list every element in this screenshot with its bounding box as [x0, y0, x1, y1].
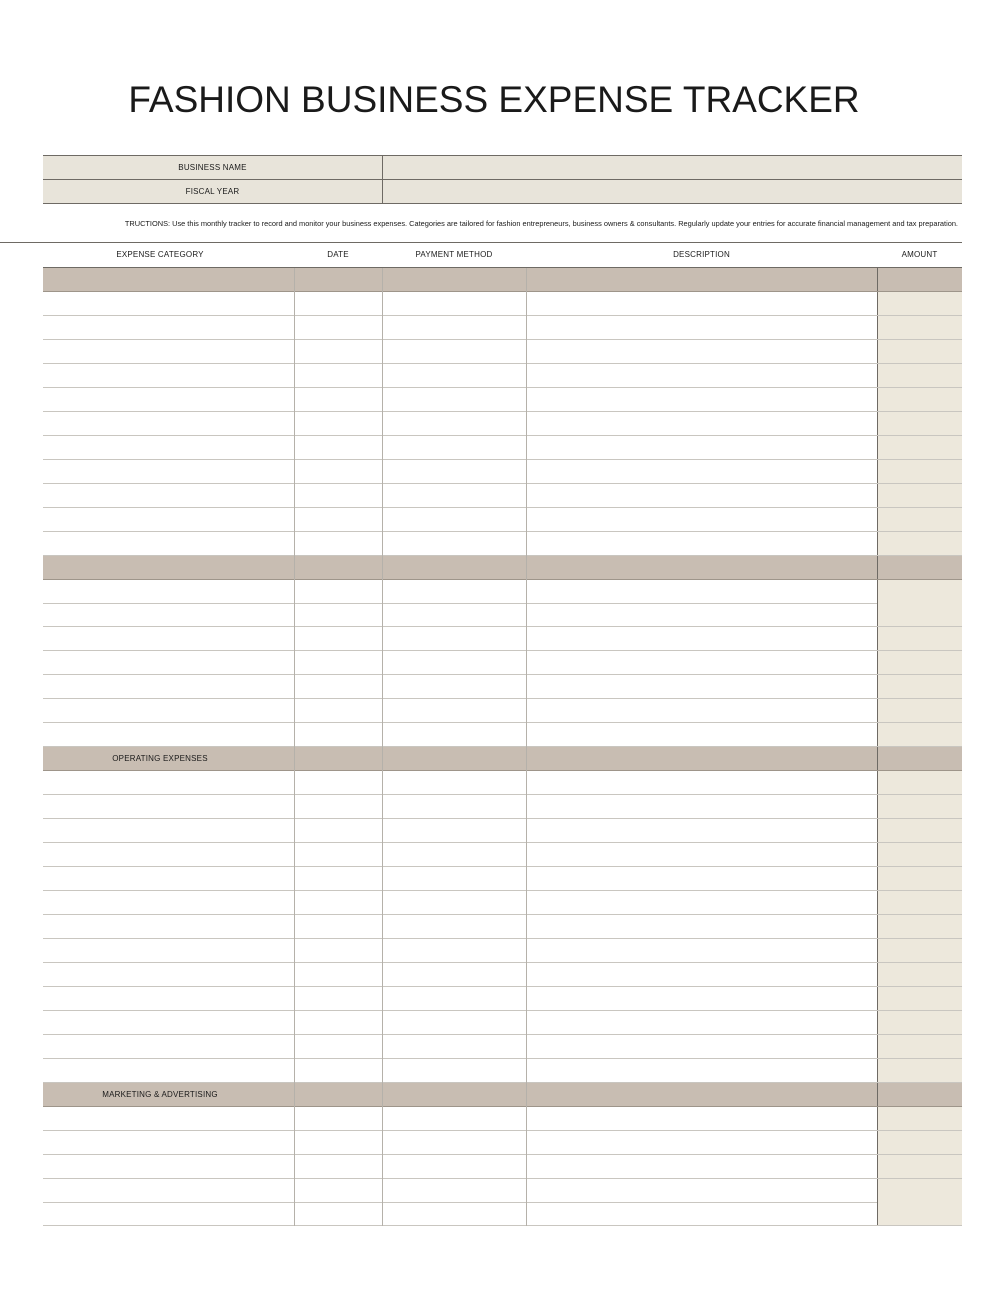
amount-cell[interactable] — [877, 915, 962, 938]
expense-row[interactable] — [43, 1011, 962, 1035]
amount-cell[interactable] — [877, 340, 962, 363]
business-name-label: BUSINESS NAME — [43, 156, 383, 179]
expense-row[interactable] — [43, 436, 962, 460]
category-amount-cell[interactable] — [877, 1083, 962, 1106]
amount-cell[interactable] — [877, 292, 962, 315]
expense-row[interactable] — [43, 1179, 962, 1203]
amount-cell[interactable] — [877, 532, 962, 555]
category-row[interactable] — [43, 1083, 962, 1107]
expense-row[interactable] — [43, 1035, 962, 1059]
expense-row[interactable] — [43, 412, 962, 436]
amount-cell[interactable] — [877, 1035, 962, 1058]
amount-cell[interactable] — [877, 867, 962, 890]
amount-cell[interactable] — [877, 939, 962, 962]
amount-cell[interactable] — [877, 771, 962, 794]
amount-cell[interactable] — [877, 651, 962, 674]
category-row[interactable] — [43, 268, 962, 292]
category-amount-cell[interactable] — [877, 268, 962, 291]
amount-cell[interactable] — [877, 580, 962, 603]
expense-row[interactable] — [43, 723, 962, 747]
expense-row[interactable] — [43, 771, 962, 795]
expense-row[interactable] — [43, 1107, 962, 1131]
expense-row[interactable] — [43, 651, 962, 675]
amount-cell[interactable] — [877, 316, 962, 339]
column-divider — [526, 268, 527, 1226]
amount-cell[interactable] — [877, 388, 962, 411]
amount-cell[interactable] — [877, 1131, 962, 1154]
business-info-table — [43, 155, 962, 204]
amount-cell[interactable] — [877, 484, 962, 507]
expense-row[interactable] — [43, 795, 962, 819]
business-name-row — [43, 156, 962, 180]
expense-row[interactable] — [43, 819, 962, 843]
expense-row[interactable] — [43, 484, 962, 508]
fiscal-year-field[interactable] — [383, 180, 962, 203]
expense-row[interactable] — [43, 1131, 962, 1155]
amount-cell[interactable] — [877, 603, 962, 626]
expense-row[interactable] — [43, 627, 962, 651]
amount-cell[interactable] — [877, 699, 962, 722]
expense-row[interactable] — [43, 843, 962, 867]
column-header-category: EXPENSE CATEGORY — [116, 250, 204, 259]
column-divider — [294, 268, 295, 1226]
expense-row[interactable] — [43, 532, 962, 556]
category-label: OPERATING EXPENSES — [112, 754, 208, 764]
category-label: MARKETING & ADVERTISING — [102, 1089, 218, 1099]
amount-cell[interactable] — [877, 1179, 962, 1202]
instructions-text: TRUCTIONS: Use this monthly tracker to record and monitor your business expenses. Categories are tailored for fashion entrepreneurs, business owners & consultants. Regularly update your entries for accurate financial management and tax preparation. — [124, 219, 958, 228]
expense-row[interactable] — [43, 340, 962, 364]
expense-row[interactable] — [43, 508, 962, 532]
amount-cell[interactable] — [877, 1059, 962, 1082]
amount-cell[interactable] — [877, 963, 962, 986]
column-header-date: DATE — [327, 250, 349, 259]
expense-row[interactable] — [43, 987, 962, 1011]
amount-cell[interactable] — [877, 1155, 962, 1178]
amount-cell[interactable] — [877, 412, 962, 435]
amount-cell[interactable] — [877, 987, 962, 1010]
expense-row[interactable] — [43, 1202, 962, 1226]
amount-cell[interactable] — [877, 1011, 962, 1034]
amount-cell[interactable] — [877, 723, 962, 746]
expense-row[interactable] — [43, 388, 962, 412]
column-header-description: DESCRIPTION — [673, 250, 730, 259]
expense-row[interactable] — [43, 316, 962, 340]
column-header-payment-method: PAYMENT METHOD — [415, 250, 493, 259]
expense-row[interactable] — [43, 580, 962, 604]
expense-grid — [43, 268, 962, 1226]
expense-row[interactable] — [43, 1155, 962, 1179]
expense-row[interactable] — [43, 699, 962, 723]
business-name-field[interactable] — [383, 156, 962, 179]
amount-cell[interactable] — [877, 891, 962, 914]
instructions-banner — [0, 204, 962, 243]
expense-row[interactable] — [43, 939, 962, 963]
column-header-amount: AMOUNT — [901, 250, 938, 259]
page-title: FASHION BUSINESS EXPENSE TRACKER — [128, 79, 860, 120]
amount-cell[interactable] — [877, 843, 962, 866]
expense-row[interactable] — [43, 675, 962, 699]
amount-cell[interactable] — [877, 1107, 962, 1130]
expense-row[interactable] — [43, 1059, 962, 1083]
expense-row[interactable] — [43, 963, 962, 987]
amount-cell[interactable] — [877, 675, 962, 698]
amount-cell[interactable] — [877, 436, 962, 459]
column-header-row — [43, 243, 962, 268]
category-amount-cell[interactable] — [877, 556, 962, 579]
amount-cell[interactable] — [877, 795, 962, 818]
amount-cell[interactable] — [877, 508, 962, 531]
expense-row[interactable] — [43, 867, 962, 891]
fiscal-year-label: FISCAL YEAR — [43, 180, 383, 203]
expense-row[interactable] — [43, 603, 962, 627]
amount-cell[interactable] — [877, 460, 962, 483]
amount-cell[interactable] — [877, 819, 962, 842]
amount-cell[interactable] — [877, 1202, 962, 1225]
fiscal-year-row — [43, 180, 962, 204]
category-row[interactable] — [43, 556, 962, 580]
category-row[interactable] — [43, 747, 962, 771]
amount-cell[interactable] — [877, 364, 962, 387]
category-amount-cell[interactable] — [877, 747, 962, 770]
expense-row[interactable] — [43, 460, 962, 484]
expense-row[interactable] — [43, 891, 962, 915]
expense-row[interactable] — [43, 915, 962, 939]
column-divider — [382, 268, 383, 1226]
amount-cell[interactable] — [877, 627, 962, 650]
expense-row[interactable] — [43, 364, 962, 388]
expense-row[interactable] — [43, 292, 962, 316]
